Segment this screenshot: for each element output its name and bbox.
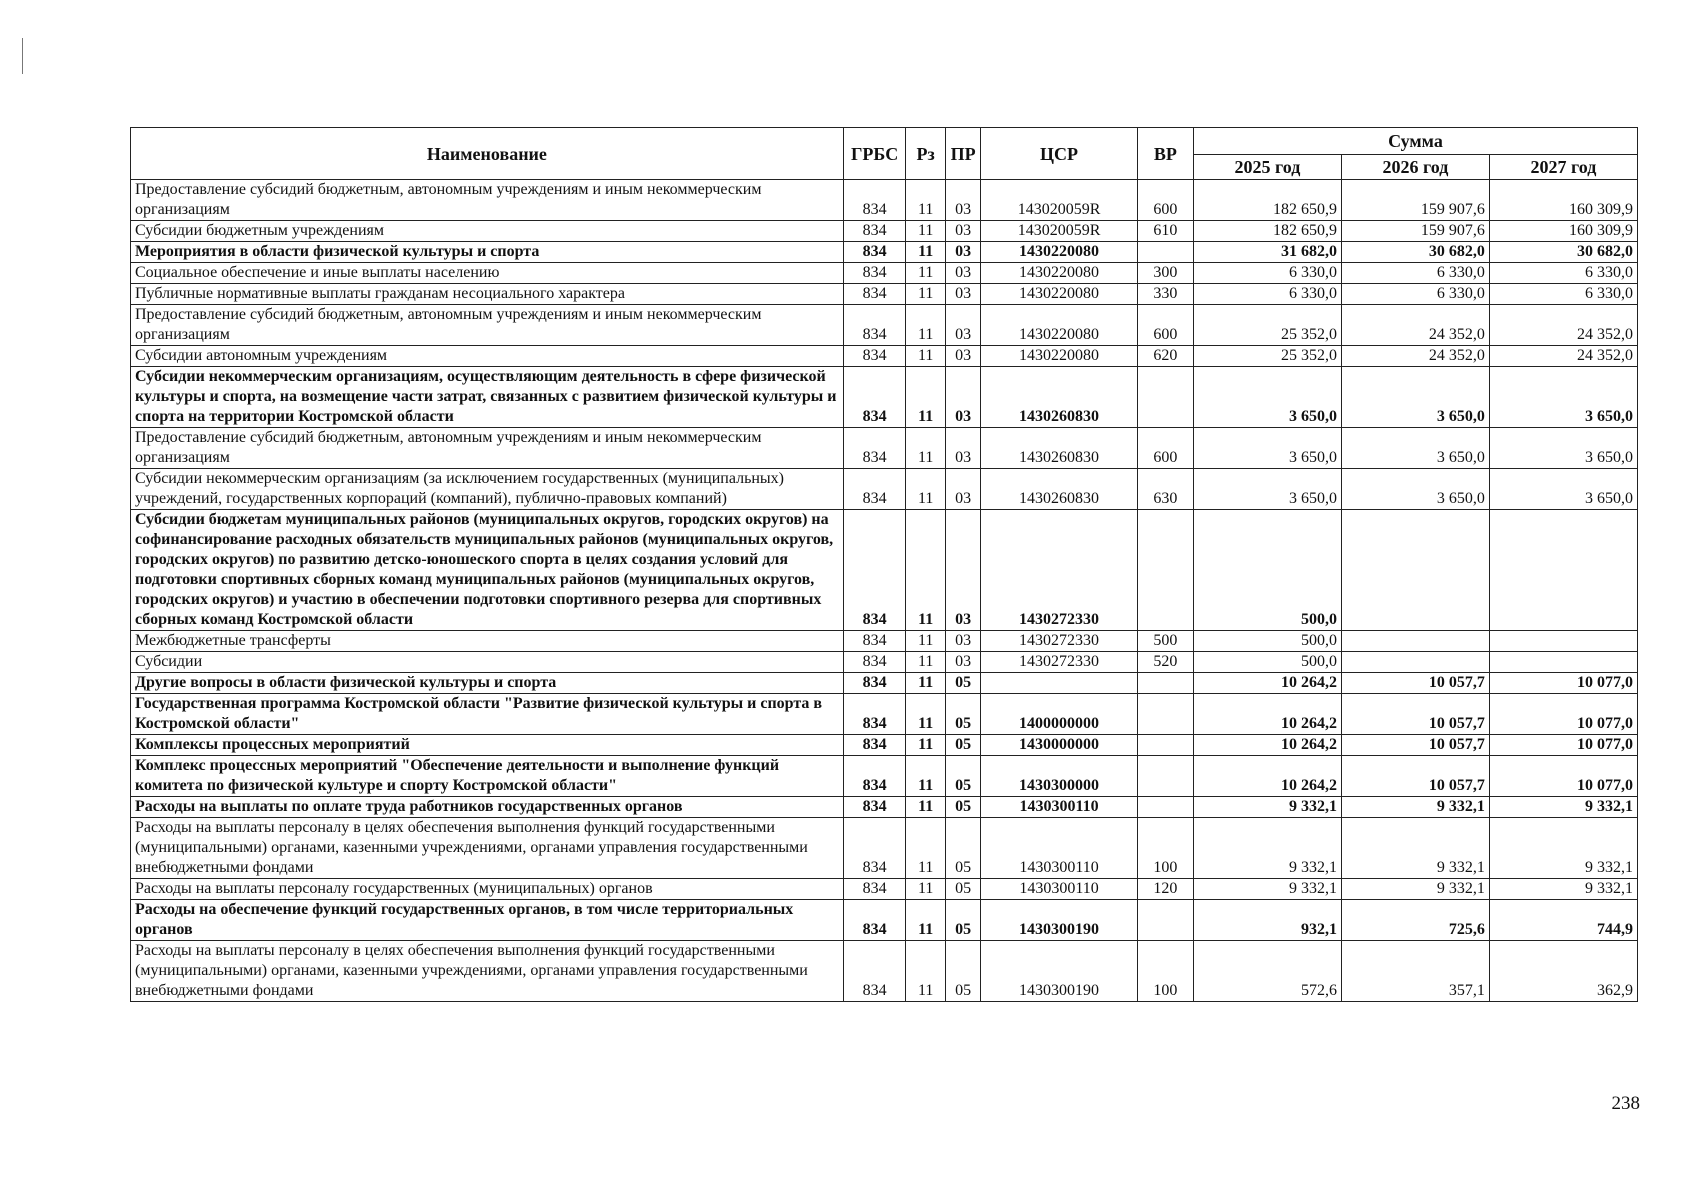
row-sum-2027-cell: 3 650,0 [1489,469,1637,510]
row-sum-2027-cell [1489,652,1637,673]
row-sum-2026-cell: 9 332,1 [1341,797,1489,818]
row-sum-2026-cell: 30 682,0 [1341,242,1489,263]
row-vr-cell [1137,510,1193,631]
row-vr-cell [1137,673,1193,694]
row-pr-cell: 03 [945,367,980,428]
row-vr-cell [1137,797,1193,818]
row-rz-cell: 11 [906,941,946,1002]
row-csr-cell: 1430272330 [981,510,1137,631]
row-sum-2025-cell: 3 650,0 [1193,428,1341,469]
row-sum-2026-cell: 9 332,1 [1341,879,1489,900]
row-name-cell: Другие вопросы в области физической культуры и спорта [131,673,844,694]
row-sum-2025-cell: 6 330,0 [1193,284,1341,305]
row-csr-cell [981,673,1137,694]
row-vr-cell: 600 [1137,180,1193,221]
row-name-cell: Социальное обеспечение и иные выплаты населению [131,263,844,284]
row-vr-cell: 600 [1137,305,1193,346]
row-sum-2025-cell: 932,1 [1193,900,1341,941]
row-sum-2027-cell: 6 330,0 [1489,263,1637,284]
row-csr-cell: 1430220080 [981,284,1137,305]
header-rz: Рз [906,128,946,180]
table-row [131,652,1638,673]
row-rz-cell: 11 [906,631,946,652]
row-pr-cell: 03 [945,242,980,263]
row-csr-cell: 1430300190 [981,900,1137,941]
row-pr-cell: 05 [945,756,980,797]
row-sum-2025-cell: 3 650,0 [1193,367,1341,428]
row-sum-2027-cell: 744,9 [1489,900,1637,941]
row-sum-2027-cell: 160 309,9 [1489,180,1637,221]
row-sum-2026-cell: 357,1 [1341,941,1489,1002]
row-pr-cell: 05 [945,673,980,694]
table-row [131,367,1638,428]
row-sum-2026-cell: 10 057,7 [1341,673,1489,694]
row-sum-2026-cell [1341,652,1489,673]
row-csr-cell: 1430300190 [981,941,1137,1002]
row-grbs-cell: 834 [843,652,906,673]
row-grbs-cell: 834 [843,510,906,631]
scan-margin-mark [22,38,23,74]
row-csr-cell: 1430260830 [981,469,1137,510]
row-sum-2025-cell: 182 650,9 [1193,221,1341,242]
table-row [131,673,1638,694]
table-row [131,818,1638,879]
row-grbs-cell: 834 [843,941,906,1002]
header-vr: ВР [1137,128,1193,180]
row-csr-cell: 1430220080 [981,346,1137,367]
row-csr-cell: 1430000000 [981,735,1137,756]
row-grbs-cell: 834 [843,797,906,818]
row-grbs-cell: 834 [843,469,906,510]
table-row [131,469,1638,510]
row-sum-2026-cell: 3 650,0 [1341,469,1489,510]
row-pr-cell: 05 [945,941,980,1002]
row-sum-2027-cell: 362,9 [1489,941,1637,1002]
row-name-cell: Комплексы процессных мероприятий [131,735,844,756]
row-sum-2027-cell: 9 332,1 [1489,818,1637,879]
row-vr-cell: 500 [1137,631,1193,652]
row-name-cell: Субсидии некоммерческим организациям, осуществляющим деятельность в сфере физической культуры и спорта, на возмещение части затрат, связанных с развитием физической культуры и спорта на территории Костромской области [131,367,844,428]
row-pr-cell: 03 [945,428,980,469]
row-pr-cell: 03 [945,631,980,652]
row-sum-2027-cell: 9 332,1 [1489,797,1637,818]
row-csr-cell: 1430300000 [981,756,1137,797]
row-csr-cell: 1430260830 [981,428,1137,469]
row-vr-cell: 330 [1137,284,1193,305]
row-sum-2025-cell: 10 264,2 [1193,673,1341,694]
row-name-cell: Публичные нормативные выплаты гражданам несоциального характера [131,284,844,305]
row-sum-2026-cell: 10 057,7 [1341,756,1489,797]
row-rz-cell: 11 [906,242,946,263]
row-sum-2025-cell: 10 264,2 [1193,694,1341,735]
row-sum-2025-cell: 9 332,1 [1193,818,1341,879]
row-sum-2025-cell: 572,6 [1193,941,1341,1002]
row-sum-2027-cell [1489,631,1637,652]
row-rz-cell: 11 [906,797,946,818]
row-rz-cell: 11 [906,346,946,367]
row-name-cell: Комплекс процессных мероприятий "Обеспечение деятельности и выполнение функций комитета по физической культуре и спорту Костромской области" [131,756,844,797]
row-vr-cell: 100 [1137,818,1193,879]
row-name-cell: Предоставление субсидий бюджетным, автономным учреждениям и иным некоммерческим организациям [131,305,844,346]
row-sum-2027-cell: 24 352,0 [1489,346,1637,367]
row-sum-2026-cell: 159 907,6 [1341,180,1489,221]
row-grbs-cell: 834 [843,305,906,346]
row-vr-cell [1137,242,1193,263]
budget-sheet [130,127,1638,1002]
row-sum-2025-cell: 10 264,2 [1193,756,1341,797]
row-vr-cell [1137,694,1193,735]
row-pr-cell: 03 [945,510,980,631]
row-sum-2025-cell: 9 332,1 [1193,797,1341,818]
row-sum-2025-cell: 25 352,0 [1193,346,1341,367]
row-name-cell: Расходы на выплаты персоналу в целях обеспечения выполнения функций государственными (муниципальными) органами, казенными учреждениями, органами управления государственными внебюджетными фондами [131,941,844,1002]
row-sum-2027-cell: 30 682,0 [1489,242,1637,263]
page-number: 238 [1611,1093,1640,1114]
table-row [131,242,1638,263]
row-vr-cell [1137,900,1193,941]
row-rz-cell: 11 [906,305,946,346]
row-csr-cell: 1430260830 [981,367,1137,428]
row-vr-cell [1137,735,1193,756]
row-sum-2025-cell: 500,0 [1193,631,1341,652]
header-sum: Сумма [1193,128,1637,155]
row-pr-cell: 05 [945,879,980,900]
row-name-cell: Субсидии [131,652,844,673]
row-sum-2027-cell: 3 650,0 [1489,367,1637,428]
table-body [131,180,1638,1002]
row-name-cell: Расходы на выплаты по оплате труда работников государственных органов [131,797,844,818]
row-rz-cell: 11 [906,284,946,305]
row-vr-cell: 120 [1137,879,1193,900]
row-pr-cell: 03 [945,346,980,367]
row-grbs-cell: 834 [843,242,906,263]
table-row [131,346,1638,367]
row-csr-cell: 1430272330 [981,631,1137,652]
row-grbs-cell: 834 [843,735,906,756]
row-rz-cell: 11 [906,221,946,242]
row-rz-cell: 11 [906,879,946,900]
row-name-cell: Субсидии некоммерческим организациям (за исключением государственных (муниципальных) учреждений, государственных корпораций (компаний), публично-правовых компаний) [131,469,844,510]
row-rz-cell: 11 [906,756,946,797]
row-sum-2026-cell: 3 650,0 [1341,428,1489,469]
row-sum-2027-cell: 6 330,0 [1489,284,1637,305]
row-pr-cell: 03 [945,652,980,673]
header-name: Наименование [131,128,844,180]
row-csr-cell: 1430300110 [981,797,1137,818]
table-row [131,510,1638,631]
row-sum-2027-cell: 24 352,0 [1489,305,1637,346]
row-csr-cell: 143020059R [981,221,1137,242]
row-pr-cell: 05 [945,900,980,941]
row-sum-2027-cell: 9 332,1 [1489,879,1637,900]
row-grbs-cell: 834 [843,428,906,469]
table-row [131,284,1638,305]
row-grbs-cell: 834 [843,694,906,735]
row-sum-2027-cell: 10 077,0 [1489,756,1637,797]
row-vr-cell: 620 [1137,346,1193,367]
table-row [131,428,1638,469]
table-row [131,263,1638,284]
row-name-cell: Мероприятия в области физической культуры и спорта [131,242,844,263]
row-grbs-cell: 834 [843,263,906,284]
row-sum-2026-cell: 24 352,0 [1341,346,1489,367]
row-name-cell: Субсидии бюджетным учреждениям [131,221,844,242]
row-sum-2025-cell: 25 352,0 [1193,305,1341,346]
table-row [131,305,1638,346]
row-grbs-cell: 834 [843,900,906,941]
row-name-cell: Межбюджетные трансферты [131,631,844,652]
row-pr-cell: 05 [945,735,980,756]
row-vr-cell: 610 [1137,221,1193,242]
row-sum-2026-cell: 9 332,1 [1341,818,1489,879]
row-csr-cell: 1400000000 [981,694,1137,735]
table-row [131,941,1638,1002]
row-rz-cell: 11 [906,180,946,221]
header-year-2026: 2026 год [1341,155,1489,180]
row-name-cell: Субсидии автономным учреждениям [131,346,844,367]
row-sum-2026-cell: 3 650,0 [1341,367,1489,428]
header-pr: ПР [945,128,980,180]
row-vr-cell: 630 [1137,469,1193,510]
row-csr-cell: 1430300110 [981,818,1137,879]
row-csr-cell: 1430220080 [981,263,1137,284]
table-row [131,735,1638,756]
table-row [131,631,1638,652]
row-sum-2026-cell: 10 057,7 [1341,735,1489,756]
row-sum-2025-cell: 500,0 [1193,652,1341,673]
row-name-cell: Государственная программа Костромской области "Развитие физической культуры и спорта в Костромской области" [131,694,844,735]
row-sum-2025-cell: 6 330,0 [1193,263,1341,284]
row-sum-2025-cell: 500,0 [1193,510,1341,631]
row-grbs-cell: 834 [843,756,906,797]
row-name-cell: Расходы на обеспечение функций государственных органов, в том числе территориальных органов [131,900,844,941]
row-sum-2026-cell: 159 907,6 [1341,221,1489,242]
header-year-2027: 2027 год [1489,155,1637,180]
row-sum-2026-cell: 725,6 [1341,900,1489,941]
row-sum-2027-cell: 3 650,0 [1489,428,1637,469]
row-name-cell: Расходы на выплаты персоналу государственных (муниципальных) органов [131,879,844,900]
row-grbs-cell: 834 [843,673,906,694]
row-name-cell: Расходы на выплаты персоналу в целях обеспечения выполнения функций государственными (муниципальными) органами, казенными учреждениями, органами управления государственными внебюджетными фондами [131,818,844,879]
row-rz-cell: 11 [906,469,946,510]
row-grbs-cell: 834 [843,284,906,305]
row-name-cell: Предоставление субсидий бюджетным, автономным учреждениям и иным некоммерческим организациям [131,428,844,469]
row-pr-cell: 05 [945,818,980,879]
header-year-2025: 2025 год [1193,155,1341,180]
row-rz-cell: 11 [906,694,946,735]
row-pr-cell: 05 [945,797,980,818]
row-pr-cell: 03 [945,284,980,305]
row-grbs-cell: 834 [843,367,906,428]
table-row [131,756,1638,797]
header-grbs: ГРБС [843,128,906,180]
row-name-cell: Предоставление субсидий бюджетным, автономным учреждениям и иным некоммерческим организациям [131,180,844,221]
table-row [131,879,1638,900]
row-sum-2027-cell: 10 077,0 [1489,673,1637,694]
row-grbs-cell: 834 [843,180,906,221]
row-sum-2025-cell: 182 650,9 [1193,180,1341,221]
budget-table [130,127,1638,1002]
row-sum-2026-cell: 10 057,7 [1341,694,1489,735]
row-pr-cell: 03 [945,263,980,284]
row-sum-2027-cell: 160 309,9 [1489,221,1637,242]
row-csr-cell: 1430220080 [981,305,1137,346]
row-sum-2026-cell [1341,510,1489,631]
row-sum-2027-cell: 10 077,0 [1489,735,1637,756]
row-grbs-cell: 834 [843,631,906,652]
row-sum-2026-cell [1341,631,1489,652]
row-pr-cell: 05 [945,694,980,735]
row-vr-cell: 300 [1137,263,1193,284]
row-sum-2026-cell: 24 352,0 [1341,305,1489,346]
table-header [131,128,1638,180]
row-sum-2026-cell: 6 330,0 [1341,284,1489,305]
row-rz-cell: 11 [906,510,946,631]
table-row [131,221,1638,242]
row-pr-cell: 03 [945,180,980,221]
row-csr-cell: 1430220080 [981,242,1137,263]
row-sum-2025-cell: 9 332,1 [1193,879,1341,900]
row-rz-cell: 11 [906,735,946,756]
row-grbs-cell: 834 [843,879,906,900]
row-grbs-cell: 834 [843,221,906,242]
row-sum-2025-cell: 10 264,2 [1193,735,1341,756]
row-csr-cell: 1430300110 [981,879,1137,900]
header-csr: ЦСР [981,128,1137,180]
row-rz-cell: 11 [906,367,946,428]
row-vr-cell: 100 [1137,941,1193,1002]
row-csr-cell: 143020059R [981,180,1137,221]
row-rz-cell: 11 [906,263,946,284]
row-rz-cell: 11 [906,652,946,673]
row-rz-cell: 11 [906,818,946,879]
row-name-cell: Субсидии бюджетам муниципальных районов (муниципальных округов, городских округов) на софинансирование расходных обязательств муниципальных районов (муниципальных округов, городских округов) по развитию детско-юношеского спорта в целях создания условий для подготовки спортивных сборных команд муниципальных районов (муниципальных округов, городских округов) и участию в обеспечении подготовки спортивного резерва для спортивных сборных команд Костромской области [131,510,844,631]
table-row [131,900,1638,941]
table-row [131,694,1638,735]
row-vr-cell: 600 [1137,428,1193,469]
table-row [131,797,1638,818]
row-vr-cell: 520 [1137,652,1193,673]
row-rz-cell: 11 [906,428,946,469]
row-pr-cell: 03 [945,469,980,510]
row-sum-2025-cell: 3 650,0 [1193,469,1341,510]
row-pr-cell: 03 [945,221,980,242]
row-sum-2025-cell: 31 682,0 [1193,242,1341,263]
row-rz-cell: 11 [906,673,946,694]
row-sum-2026-cell: 6 330,0 [1341,263,1489,284]
row-vr-cell [1137,367,1193,428]
row-sum-2027-cell [1489,510,1637,631]
row-vr-cell [1137,756,1193,797]
row-rz-cell: 11 [906,900,946,941]
table-row [131,180,1638,221]
row-sum-2027-cell: 10 077,0 [1489,694,1637,735]
row-grbs-cell: 834 [843,818,906,879]
row-pr-cell: 03 [945,305,980,346]
row-csr-cell: 1430272330 [981,652,1137,673]
row-grbs-cell: 834 [843,346,906,367]
